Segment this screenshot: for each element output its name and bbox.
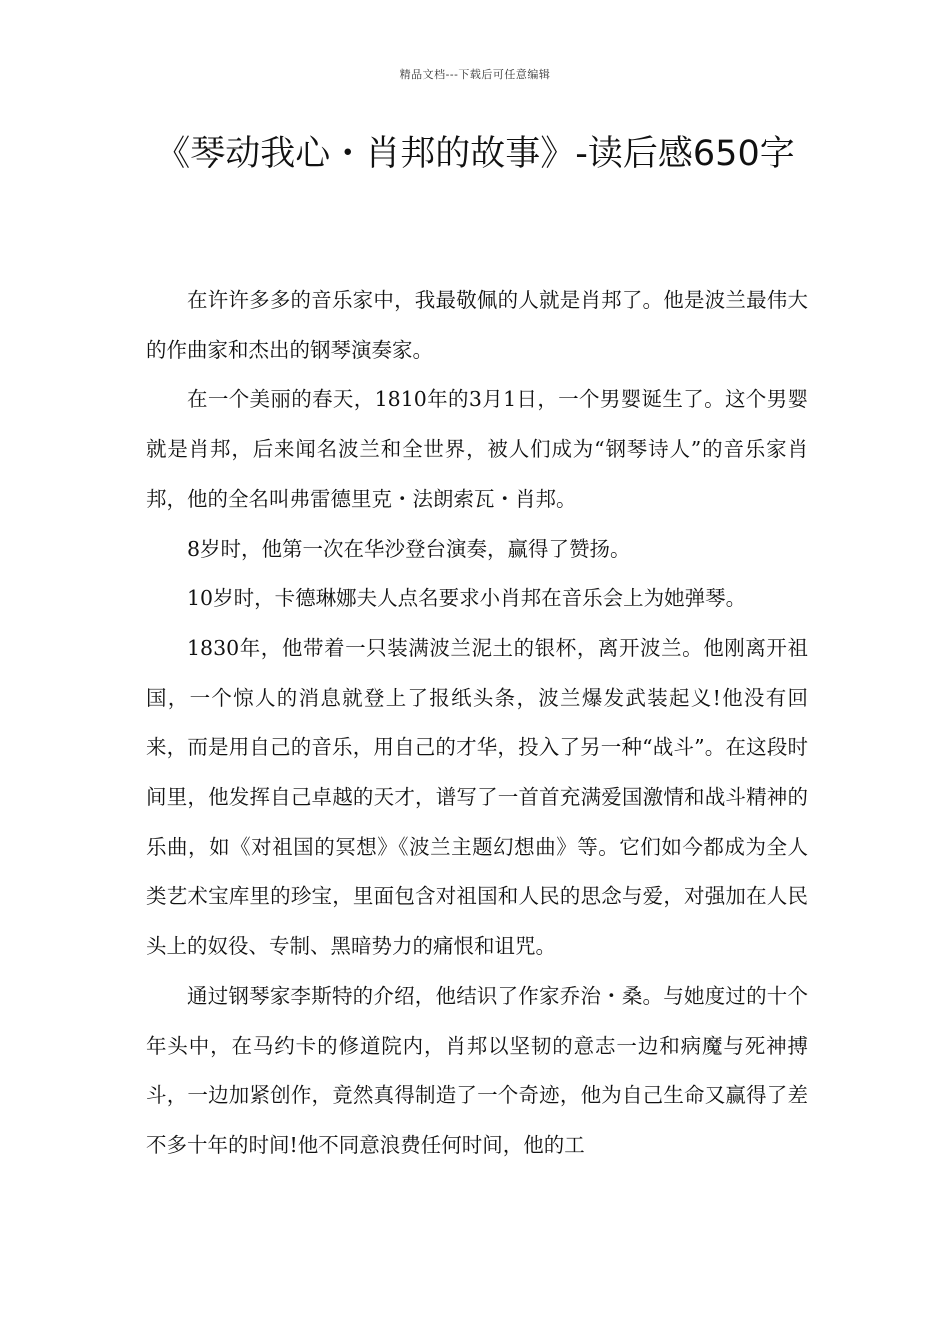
paragraph: 在许许多多的音乐家中，我最敬佩的人就是肖邦了。他是波兰最伟大的作曲家和杰出的钢琴演奏家。 <box>146 288 808 362</box>
paragraph: 10岁时，卡德琳娜夫人点名要求小肖邦在音乐会上为她弹琴。 <box>187 586 747 611</box>
page-header-note: 精品文档---下载后可任意编辑 <box>399 68 551 81</box>
paragraph: 通过钢琴家李斯特的介绍，他结识了作家乔治・桑。与她度过的十个年头中，在马约卡的修道院内，肖邦以坚韧的意志一边和病魔与死神搏斗，一边加紧创作，竟然真得制造了一个奇迹，他为自己生命又赢得了差不多十年的时间!他不同意浪费任何时间，他的工 <box>146 983 808 1157</box>
document-body <box>146 276 808 1171</box>
paragraph: 1830年，他带着一只装满波兰泥土的银杯，离开波兰。他刚离开祖国，一个惊人的消息就登上了报纸头条，波兰爆发武装起义!他没有回来，而是用自己的音乐，用自己的才华，投入了另一种“战斗”。在这段时间里，他发挥自己卓越的天才，谱写了一首首充满爱国激情和战斗精神的乐曲，如《对祖国的冥想》《波兰主题幻想曲》等。它们如今都成为全人类艺术宝库里的珍宝，里面包含对祖国和人民的思念与爱，对强加在人民头上的奴役、专制、黑暗势力的痛恨和诅咒。 <box>146 635 808 959</box>
paragraph: 在一个美丽的春天，1810年的3月1日，一个男婴诞生了。这个男婴就是肖邦，后来闻名波兰和全世界，被人们成为“钢琴诗人”的音乐家肖邦，他的全名叫弗雷德里克・法朗索瓦・肖邦。 <box>146 387 808 511</box>
document-title: 《琴动我心・肖邦的故事》-读后感650字 <box>155 134 795 174</box>
paragraph: 8岁时，他第一次在华沙登台演奏，赢得了赞扬。 <box>187 536 631 561</box>
